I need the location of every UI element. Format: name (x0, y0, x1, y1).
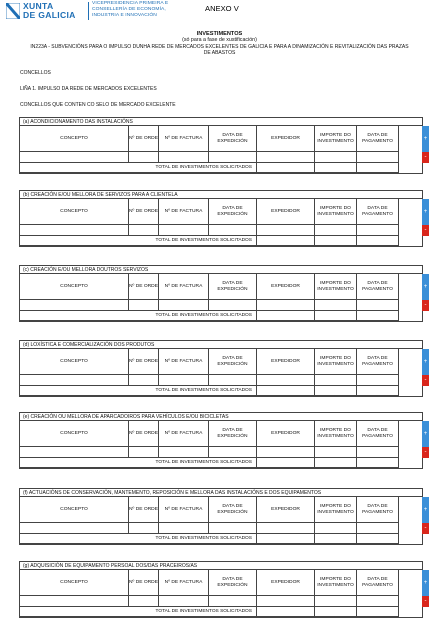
total-empty-cell (357, 386, 399, 396)
entry-cell[interactable] (257, 523, 315, 534)
entry-cell[interactable] (129, 225, 159, 236)
column-header: CONCEPTO (20, 349, 129, 375)
investment-section (19, 117, 428, 174)
column-header: DATA DE EXPEDICIÓN (209, 126, 257, 152)
column-header: Nº DE ORDE (129, 274, 159, 300)
column-header: DATA DE PAGAMENTO (357, 274, 399, 300)
column-header: Nº DE FACTURA (159, 570, 209, 596)
column-header: IMPORTE DO INVESTIMENTO (315, 497, 357, 523)
page-title: INVESTIMENTOS (196, 31, 243, 37)
row-controls (422, 349, 429, 386)
logo-divider (88, 2, 89, 20)
investment-section (19, 190, 428, 247)
entry-cell[interactable] (357, 375, 399, 386)
entry-cell[interactable] (257, 375, 315, 386)
total-cell[interactable] (257, 534, 315, 544)
column-header: DATA DE EXPEDICIÓN (209, 349, 257, 375)
column-header: DATA DE PAGAMENTO (357, 421, 399, 447)
total-empty-cell (357, 311, 399, 321)
total-amount-cell[interactable] (315, 386, 357, 396)
program-title: IN223A - SUBVENCIÓNS PARA O IMPULSO DUNHA REDE DE MERCADOS EXCELENTES DE GALICIA E PARA A DINAMIZACIÓN E REVITALIZACIÓN DAS PRAZAS DE ABASTOS (30, 43, 409, 56)
investment-section (19, 488, 428, 545)
column-header: CONCEPTO (20, 421, 129, 447)
row-controls (422, 126, 429, 163)
add-row-button[interactable]: + (422, 126, 429, 152)
entry-cell[interactable] (159, 447, 209, 458)
add-row-button[interactable]: + (422, 421, 429, 447)
column-header: Nº DE FACTURA (159, 126, 209, 152)
column-header: EXPEDIDOR (257, 570, 315, 596)
entry-cell[interactable] (357, 300, 399, 311)
column-header: Nº DE ORDE (129, 349, 159, 375)
entry-cell[interactable] (20, 523, 129, 534)
column-header: IMPORTE DO INVESTIMENTO (315, 570, 357, 596)
column-header: DATA DE PAGAMENTO (357, 570, 399, 596)
entry-cell[interactable] (257, 300, 315, 311)
entry-cell[interactable] (129, 152, 159, 163)
seal-label: CONCELLOS QUE CONTEN CO SELO DE MERCADO EXCELENTE (20, 102, 176, 108)
entry-cell[interactable] (315, 375, 357, 386)
row-controls (422, 421, 429, 458)
row-controls (422, 274, 429, 311)
entry-cell[interactable] (357, 152, 399, 163)
entry-cell[interactable] (209, 447, 257, 458)
total-empty-cell (357, 163, 399, 173)
row-controls (422, 497, 429, 534)
column-header: IMPORTE DO INVESTIMENTO (315, 421, 357, 447)
entry-cell[interactable] (129, 375, 159, 386)
column-header: EXPEDIDOR (257, 199, 315, 225)
column-header: IMPORTE DO INVESTIMENTO (315, 274, 357, 300)
column-header: Nº DE FACTURA (159, 199, 209, 225)
column-header: EXPEDIDOR (257, 421, 315, 447)
entry-cell[interactable] (315, 447, 357, 458)
entry-cell[interactable] (159, 225, 209, 236)
total-amount-cell[interactable] (315, 458, 357, 468)
total-label: TOTAL DE INVESTIMENTOS SOLICITADOS (20, 386, 257, 396)
column-header: Nº DE ORDE (129, 497, 159, 523)
investment-table (19, 273, 428, 322)
column-header: EXPEDIDOR (257, 349, 315, 375)
remove-row-button[interactable]: - (422, 447, 429, 458)
investment-table (19, 569, 428, 618)
entry-cell[interactable] (257, 152, 315, 163)
column-header: DATA DE PAGAMENTO (357, 126, 399, 152)
entry-cell[interactable] (357, 596, 399, 607)
column-header: CONCEPTO (20, 274, 129, 300)
total-empty-cell (357, 458, 399, 468)
concellos-label: CONCELLOS (20, 70, 51, 76)
column-header: Nº DE FACTURA (159, 421, 209, 447)
total-amount-cell[interactable] (315, 534, 357, 544)
column-header: CONCEPTO (20, 199, 129, 225)
total-label: TOTAL DE INVESTIMENTOS SOLICITADOS (20, 534, 257, 544)
section-title: (g) ADQUISICIÓN DE EQUIPAMENTO PERSOAL DOS/DAS PRACEIROS/AS (19, 561, 423, 569)
remove-row-button[interactable]: - (422, 152, 429, 163)
total-amount-cell[interactable] (315, 311, 357, 321)
entry-cell[interactable] (159, 596, 209, 607)
entry-cell[interactable] (315, 225, 357, 236)
investment-table (19, 496, 428, 545)
total-label: TOTAL DE INVESTIMENTOS SOLICITADOS (20, 236, 257, 246)
entry-cell[interactable] (159, 300, 209, 311)
column-header: DATA DE PAGAMENTO (357, 199, 399, 225)
total-cell[interactable] (257, 607, 315, 617)
column-header: DATA DE EXPEDICIÓN (209, 199, 257, 225)
section-title: (d) LOXÍSTICA E COMERCIALIZACIÓN DOS PRODUTOS (19, 340, 423, 348)
entry-cell[interactable] (357, 447, 399, 458)
entry-cell[interactable] (315, 152, 357, 163)
total-label: TOTAL DE INVESTIMENTOS SOLICITADOS (20, 311, 257, 321)
entry-cell[interactable] (257, 596, 315, 607)
remove-row-button[interactable]: - (422, 596, 429, 607)
entry-cell[interactable] (159, 523, 209, 534)
entry-cell[interactable] (315, 523, 357, 534)
column-header: Nº DE ORDE (129, 570, 159, 596)
entry-cell[interactable] (20, 447, 129, 458)
column-header: IMPORTE DO INVESTIMENTO (315, 126, 357, 152)
section-title: (f) ACTUACIÓNS DE CONSERVACIÓN, MANTEMENTO, REPOSICIÓN E MELLORA DAS INSTALACIÓNS E DOS EQUIPAMENTOS (19, 488, 423, 496)
column-header: Nº DE FACTURA (159, 497, 209, 523)
entry-cell[interactable] (20, 375, 129, 386)
investment-section (19, 561, 428, 618)
add-row-button[interactable]: + (422, 274, 429, 300)
department-name: VICEPRESIDENCIA PRIMEIRA E CONSELLERÍA DE ECONOMÍA, INDUSTRIA E INNOVACIÓN (92, 1, 169, 19)
total-label: TOTAL DE INVESTIMENTOS SOLICITADOS (20, 163, 257, 173)
annex-label: ANEXO V (205, 4, 239, 13)
column-header: DATA DE EXPEDICIÓN (209, 274, 257, 300)
entry-cell[interactable] (209, 225, 257, 236)
total-cell[interactable] (257, 311, 315, 321)
entry-cell[interactable] (315, 300, 357, 311)
total-amount-cell[interactable] (315, 163, 357, 173)
column-header: DATA DE EXPEDICIÓN (209, 421, 257, 447)
add-row-button[interactable]: + (422, 570, 429, 596)
column-header: Nº DE ORDE (129, 126, 159, 152)
column-header: Nº DE FACTURA (159, 274, 209, 300)
entry-cell[interactable] (357, 523, 399, 534)
entry-cell[interactable] (315, 596, 357, 607)
column-header: EXPEDIDOR (257, 274, 315, 300)
column-header: DATA DE EXPEDICIÓN (209, 570, 257, 596)
column-header: DATA DE EXPEDICIÓN (209, 497, 257, 523)
page-subtitle: (só para a fase de xustificación) (182, 37, 257, 44)
column-header: EXPEDIDOR (257, 497, 315, 523)
add-row-button[interactable]: + (422, 199, 429, 225)
entry-cell[interactable] (209, 596, 257, 607)
section-title: (c) CREACIÓN E/OU MELLORA DOUTROS SERVIZOS (19, 265, 423, 273)
total-cell[interactable] (257, 458, 315, 468)
section-title: (a) ACONDICIONAMENTO DAS INSTALACIÓNS (19, 117, 423, 125)
total-empty-cell (357, 236, 399, 246)
investment-section (19, 340, 428, 397)
column-header: EXPEDIDOR (257, 126, 315, 152)
investment-table (19, 198, 428, 247)
total-amount-cell[interactable] (315, 607, 357, 617)
xunta-logo (6, 2, 86, 22)
column-header: Nº DE ORDE (129, 421, 159, 447)
entry-cell[interactable] (209, 523, 257, 534)
add-row-button[interactable]: + (422, 497, 429, 523)
row-controls (422, 199, 429, 236)
entry-cell[interactable] (159, 152, 209, 163)
column-header: CONCEPTO (20, 570, 129, 596)
total-cell[interactable] (257, 386, 315, 396)
entry-cell[interactable] (209, 300, 257, 311)
total-empty-cell (357, 607, 399, 617)
column-header: CONCEPTO (20, 497, 129, 523)
column-header: CONCEPTO (20, 126, 129, 152)
entry-cell[interactable] (129, 596, 159, 607)
column-header: DATA DE PAGAMENTO (357, 497, 399, 523)
remove-row-button[interactable]: - (422, 300, 429, 311)
remove-row-button[interactable]: - (422, 225, 429, 236)
investment-table (19, 420, 428, 469)
entry-cell[interactable] (129, 447, 159, 458)
entry-cell[interactable] (20, 152, 129, 163)
galicia-flag-icon (6, 3, 20, 19)
investment-table (19, 125, 428, 174)
document-header (0, 0, 439, 24)
total-label: TOTAL DE INVESTIMENTOS SOLICITADOS (20, 607, 257, 617)
total-empty-cell (357, 534, 399, 544)
total-cell[interactable] (257, 236, 315, 246)
total-label: TOTAL DE INVESTIMENTOS SOLICITADOS (20, 458, 257, 468)
title-block (0, 31, 439, 56)
entry-cell[interactable] (209, 152, 257, 163)
total-cell[interactable] (257, 163, 315, 173)
column-header: IMPORTE DO INVESTIMENTO (315, 199, 357, 225)
entry-cell[interactable] (357, 225, 399, 236)
investment-section (19, 265, 428, 322)
remove-row-button[interactable]: - (422, 523, 429, 534)
column-header: DATA DE PAGAMENTO (357, 349, 399, 375)
add-row-button[interactable]: + (422, 349, 429, 375)
column-header: Nº DE FACTURA (159, 349, 209, 375)
entry-cell[interactable] (159, 375, 209, 386)
entry-cell[interactable] (257, 447, 315, 458)
entry-cell[interactable] (20, 300, 129, 311)
entry-cell[interactable] (20, 596, 129, 607)
total-amount-cell[interactable] (315, 236, 357, 246)
entry-cell[interactable] (129, 523, 159, 534)
entry-cell[interactable] (257, 225, 315, 236)
remove-row-button[interactable]: - (422, 375, 429, 386)
entry-cell[interactable] (20, 225, 129, 236)
investment-section (19, 412, 428, 469)
section-title: (b) CREACIÓN E/OU MELLORA DE SERVIZOS PARA A CLIENTELA (19, 190, 423, 198)
column-header: Nº DE ORDE (129, 199, 159, 225)
entry-cell[interactable] (209, 375, 257, 386)
investment-table (19, 348, 428, 397)
section-title: (e) CREACIÓN OU MELLORA DE APARCADOIROS PARA VEHÍCULOS E/OU BICICLETAS (19, 412, 423, 420)
line-label: LIÑA 1. IMPULSO DA REDE DE MERCADOS EXCELENTES (20, 86, 157, 92)
column-header: IMPORTE DO INVESTIMENTO (315, 349, 357, 375)
row-controls (422, 570, 429, 607)
logo-wordmark: XUNTA DE GALICIA (23, 1, 76, 21)
entry-cell[interactable] (129, 300, 159, 311)
